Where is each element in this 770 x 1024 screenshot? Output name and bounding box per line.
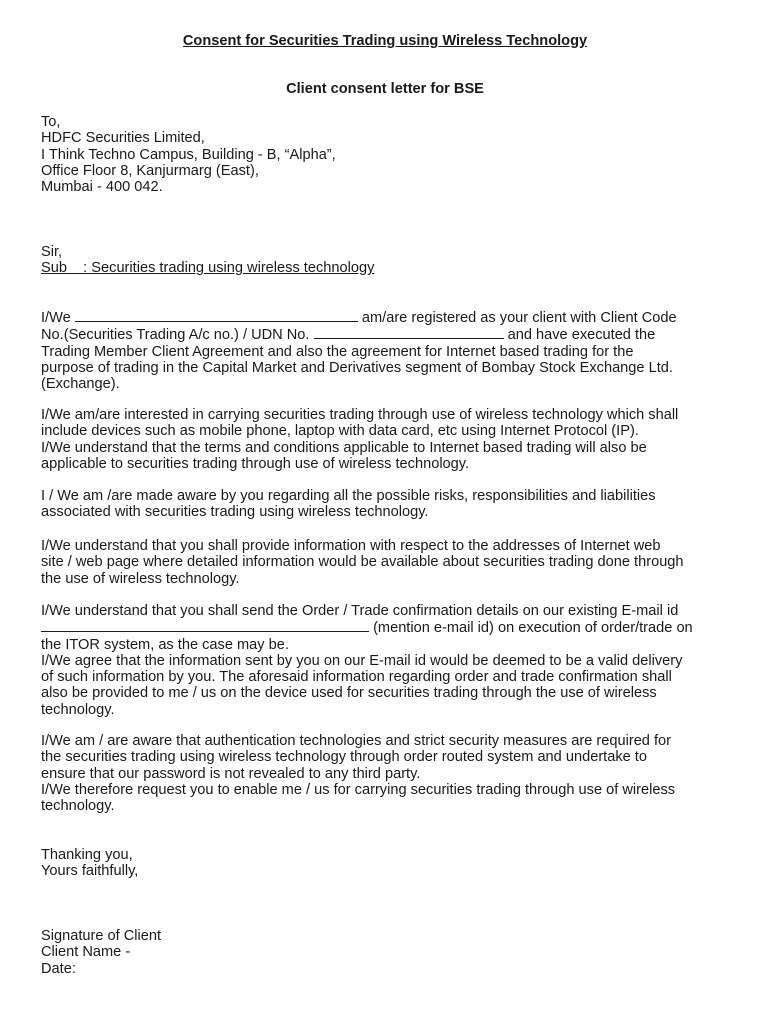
email-id-blank[interactable] [41,619,369,632]
paragraph-registration [41,309,731,392]
salutation: Sir, [41,244,63,260]
text: the securities trading using wireless technology through order routed system and undertake to [41,749,647,766]
text: I / We am /are made aware by you regarding all the possible risks, responsibilities and liabilities [41,488,656,504]
text: (Exchange). [41,376,120,393]
text: technology. [41,701,115,718]
paragraph-security [41,733,731,814]
paragraph-information [41,538,731,587]
document-title: Consent for Securities Trading using Wireless Technology [182,33,588,49]
client-name-label: Client Name - [41,944,131,961]
address-line: HDFC Securities Limited, [41,130,205,147]
text: include devices such as mobile phone, laptop with data card, etc using Internet Protocol (IP). [41,423,639,440]
text: I/We understand that you shall send the Order / Trade confirmation details on our existing E-mail id [41,603,679,619]
text: ensure that our password is not revealed to any third party. [41,765,421,782]
text: and have executed the [507,327,656,344]
text: (mention e-mail id) on execution of order/trade on [373,620,693,637]
text: technology. [41,798,115,815]
client-name-blank[interactable] [75,309,358,322]
text: I/We am/are interested in carrying securities trading through use of wireless technology which shall [41,407,679,423]
text: No.(Securities Trading A/c no.) / UDN No. [41,327,310,344]
text: applicable to securities trading through use of wireless technology. [41,455,470,472]
text: Trading Member Client Agreement and also the agreement for Internet based trading for the [41,343,634,360]
paragraph-confirmation [41,603,731,718]
address-line: Office Floor 8, Kanjurmarg (East), [41,162,259,179]
text: site / web page where detailed information would be available about securities trading done through [41,554,684,571]
closing-line: Thanking you, [41,847,133,863]
address-line: To, [41,114,61,130]
text: the ITOR system, as the case may be. [41,636,289,653]
document-subtitle: Client consent letter for BSE [286,81,484,97]
signature-label: Signature of Client [41,928,162,944]
text: am/are registered as your client with Client Code [361,310,677,326]
date-label: Date: [41,960,76,977]
subject-line: Sub : Securities trading using wireless technology [41,260,375,277]
text: I/We understand that the terms and conditions applicable to Internet based trading will also be [41,439,647,456]
text: I/We agree that the information sent by you on our E-mail id would be deemed to be a valid delivery [41,652,683,669]
text: also be provided to me / us on the device used for securities trading through the use of wireless [41,685,657,702]
paragraph-risks [41,488,731,521]
text: associated with securities trading using wireless technology. [41,504,429,521]
text: purpose of trading in the Capital Market and Derivatives segment of Bombay Stock Exchange Ltd. [41,359,673,376]
paragraph-interest [41,407,731,472]
address-block [41,114,731,195]
text: I/We therefore request you to enable me / us for carrying securities trading through use of wireless [41,781,676,798]
text: of such information by you. The aforesaid information regarding order and trade confirmation shall [41,669,672,686]
address-line: Mumbai - 400 042. [41,179,163,196]
udn-number-blank[interactable] [314,326,504,339]
text: the use of wireless technology. [41,570,240,587]
closing-line: Yours faithfully, [41,863,139,880]
signature-block [41,928,731,977]
text: I/We am / are aware that authentication technologies and strict security measures are required for [41,733,672,749]
closing-block [41,847,731,880]
text: I/We understand that you shall provide information with respect to the addresses of Internet web [41,538,661,554]
salutation-block [41,244,731,277]
address-line: I Think Techno Campus, Building - B, “Alpha”, [41,146,336,163]
text: I/We [41,310,71,326]
